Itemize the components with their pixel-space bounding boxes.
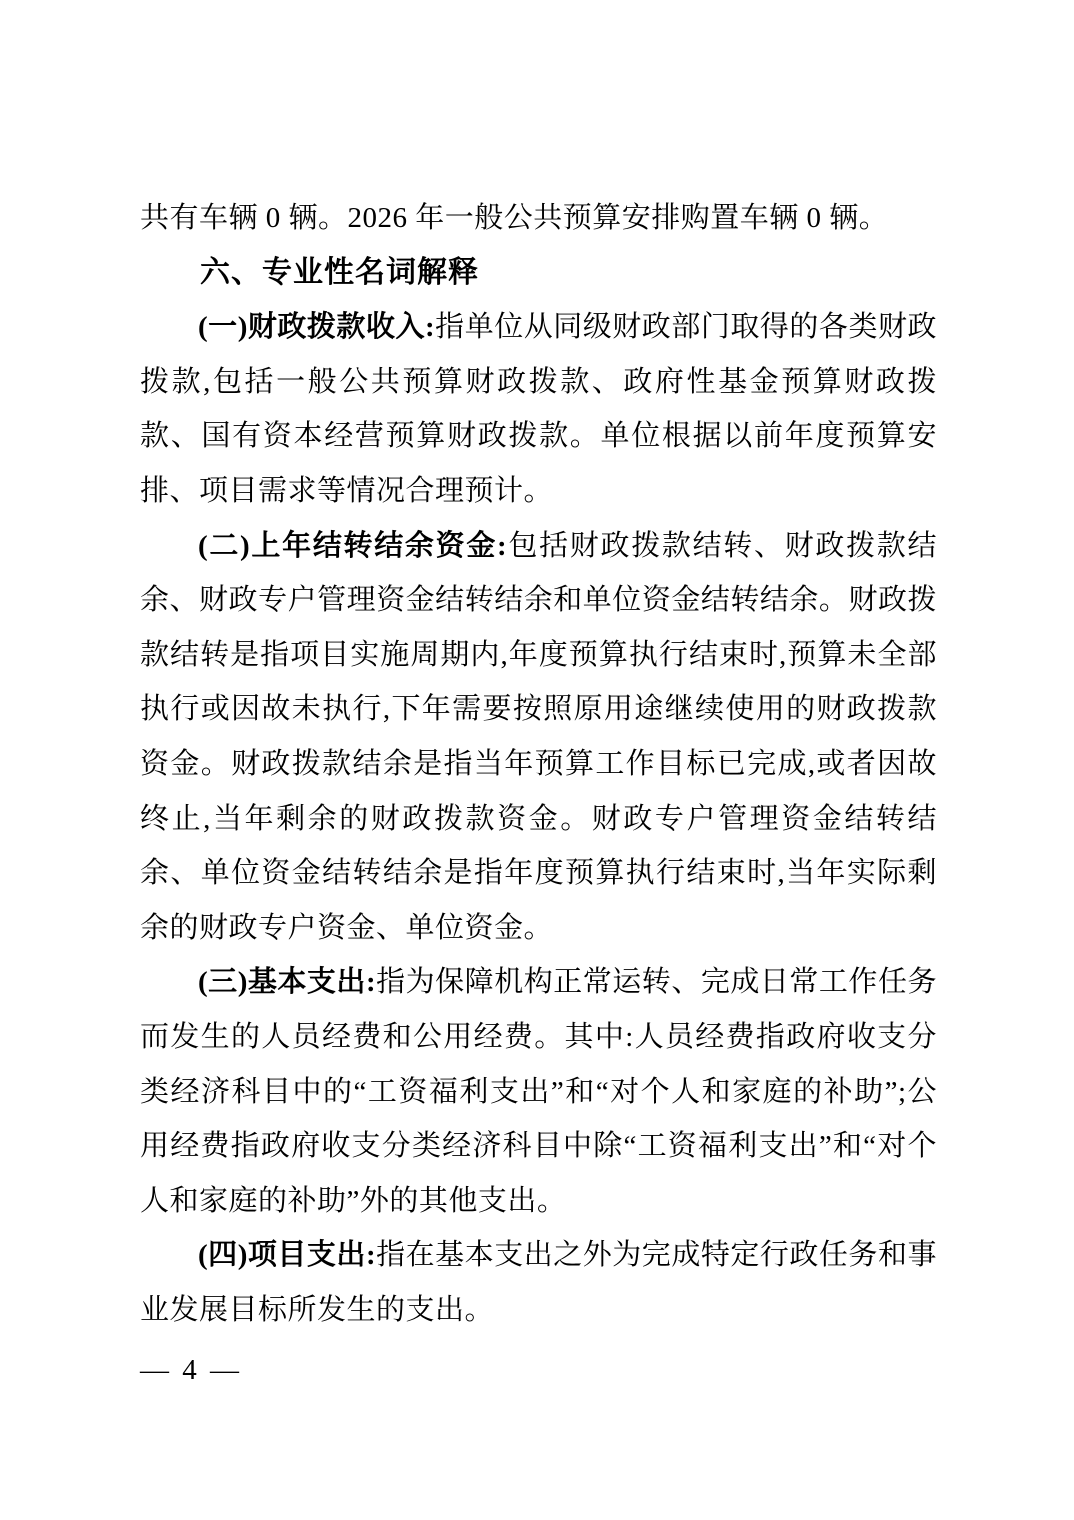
definition-paragraph-2 (140, 519, 937, 956)
term-definition: 指单位从同级财政部门取得的各类财政拨款,包括一般公共预算财政拨款、政府性基金预算财政拨款、国有资本经营预算财政拨款。单位根据以前年度预算安排、项目需求等情况合理预计。 (140, 311, 937, 507)
section-heading: 六、专业性名词解释 (200, 255, 479, 289)
term-label-basic-expenditure: (三)基本支出: (198, 966, 377, 999)
definition-paragraph-1 (140, 300, 937, 518)
term-definition: 指为保障机构正常运转、完成日常工作任务而发生的人员经费和公用经费。其中:人员经费指政府收支分类经济科目中的“工资福利支出”和“对个人和家庭的补助”;公用经费指政府收支分类经济科目中除“工资福利支出”和“对个人和家庭的补助”外的其他支出。 (140, 966, 937, 1217)
term-definition: 指在基本支出之外为完成特定行政任务和事业发展目标所发生的支出。 (140, 1239, 937, 1326)
definition-paragraph-4 (140, 1228, 937, 1337)
definition-paragraph-3 (140, 955, 937, 1228)
term-label-fiscal-appropriation-income: (一)财政拨款收入: (198, 311, 436, 344)
page-number: — 4 — (140, 1354, 242, 1386)
document-body (140, 191, 937, 1337)
term-definition: 包括财政拨款结转、财政拨款结余、财政专户管理资金结转结余和单位资金结转结余。财政拨款结转是指项目实施周期内,年度预算执行结束时,预算未全部执行或因故未执行,下年需要按照原用途继续使用的财政拨款资金。财政拨款结余是指当年预算工作目标已完成,或者因故终止,当年剩余的财政拨款资金。财政专户管理资金结转结余、单位资金结转结余是指年度预算执行结束时,当年实际剩余的财政专户资金、单位资金。 (140, 529, 937, 944)
term-label-project-expenditure: (四)项目支出: (198, 1239, 377, 1272)
term-label-carryover-funds: (二)上年结转结余资金: (198, 529, 508, 562)
paragraph-continuation: 共有车辆 0 辆。2026 年一般公共预算安排购置车辆 0 辆。 (140, 202, 889, 234)
